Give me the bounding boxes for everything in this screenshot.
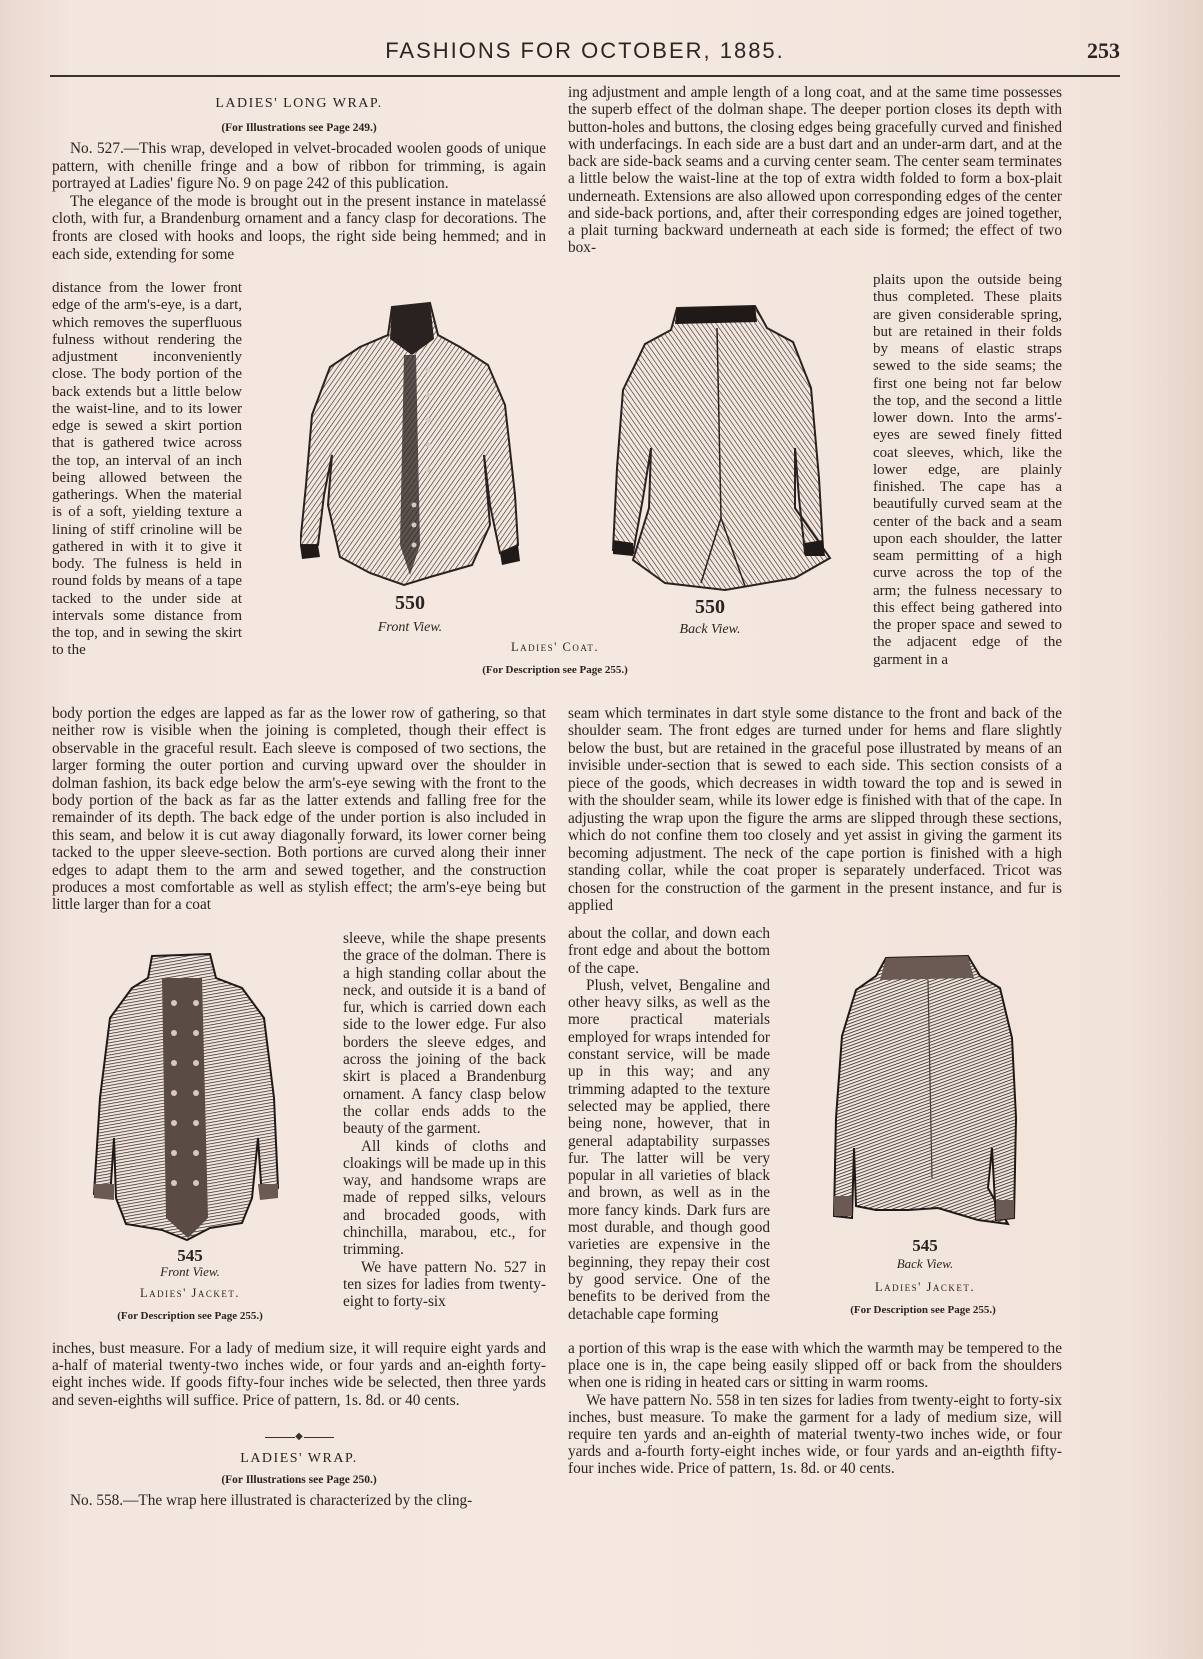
coat-550-front-illustration [300,295,530,590]
long-wrap-mid-column [343,930,546,1311]
wrap-558-right-narrow: plaits upon the outside being thus completed. These plaits are given considerable spring, but are retained in their folds by means of elastic straps sewed to the side seams; the first one being not far below the top, and the second a little lower down. Into the arms'-eyes are sewed finely fitted coat sleeves, which, like the lower edge, are plainly finished. The cape has a beautifully curved seam at the center of the back and a seam upon each shoulder, the latter seam permitting of a high curve across the top of the arm; the fulness necessary to this effect being gathered into the proper space and sewed to the adjacent edge of the garment in a [873,272,1062,668]
coat-550-back-view: Back View. [679,622,741,637]
coat-550-name: Ladies' Coat. [511,640,599,654]
divider-right [304,1437,334,1438]
jacket-545-back-number: 545 [912,1236,938,1255]
wrap-558-right-narrow3-text: Plush, velvet, Bengaline and other heavy silks, as well as the more practical materials employed for wraps intended for constant service, will be made up in this way; and any trimming adapted to the texture selected may be applied, there being none, however, that in general adaptability surpasses fur. The latter will be very popular in all varieties of black and brown, as well as in the more fancy kinds. Dark furs are most durable, and though good varieties are expensive in the beginning, they repay their cost by good service. One of the benefits to be derived from the detachable cape forming [568,976,770,1323]
header-rule [50,75,1120,77]
long-wrap-intro [52,140,546,263]
page-number: 253 [1087,38,1120,63]
coat-550-back-illustration [605,298,840,593]
long-wrap-para2: The elegance of the mode is brought out in the present instance in matelassé cloth, with fur, a Brandenburg ornament and a fancy clasp for decorations. The fronts are closed with hooks and loops, the right side being hemmed; and in each side, extending for some [52,192,546,263]
long-wrap-para1: No. 527.—This wrap, developed in velvet-brocaded woolen goods of unique pattern, with chenille fringe and a bow of ribbon for trimming, is again portrayed at Ladies' figure No. 9 on page 242 of this publication. [52,140,546,193]
wrap-558-right-narrow2-text: about the collar, and down each front edge and about the bottom of the cape. [568,925,770,977]
long-wrap-subheading: (For Illustrations see Page 249.) [221,122,377,134]
wrap-558-right-top: ing adjustment and ample length of a long coat, and at the same time possesses the superb effect of the dolman shape. The deeper portion closes its depth with button-holes and buttons, the closing edges being gracefully curved and finished with underfacings. In each side are a bust dart and an under-arm dart, and at the back are side-back seams and a curving center seam. The center seam terminates a little below the waist-line at the top of extra width folded to form a box-plait underneath. Extensions are also allowed upon corresponding edges of the center and side-back portions, and, after their corresponding edges are joined together, a plait turning backward underneath at each side is formed; the effect of two box- [568,84,1062,257]
long-wrap-para4: inches, bust measure. For a lady of medium size, it will require eight yards and a-half of material twenty-two inches wide, or four yards and an-eighth forty-eight inches wide. If goods fifty-four inches wide be selected, then three yards and seven-eighths will suffice. Price of pattern, 1s. 8d. or 40 cents. [52,1340,546,1409]
jacket-545-back-view: Back View. [896,1256,954,1271]
running-title: FASHIONS FOR OCTOBER, 1885. [385,38,785,63]
coat-550-ref: (For Description see Page 255.) [482,664,628,676]
coat-550-front-view: Front View. [377,620,443,635]
long-wrap-heading: LADIES' LONG WRAP. [215,96,383,111]
page-header [50,34,1120,74]
wrap-558-right-bottom [568,1340,1062,1478]
jacket-545-back-illustration [828,948,1020,1233]
divider-left [265,1437,295,1438]
long-wrap-narrow-column: distance from the lower front edge of the arm's-eye, is a dart, which removes the superfluous fulness without rendering the adjustment inconveniently close. The body portion of the back extends but a little below the waist-line, and to its lower edge is sewed a skirt portion that is gathered twice across the top, an interval of an inch being allowed between the gatherings. When the material is of a soft, yielding texture a lining of stiff crinoline will be gathered in with it to give it body. The fulness is held in round folds by means of a tape tacked to the under side at intervals some distance from the top, and in sewing the skirt to the [52,280,242,659]
long-wrap-mid-para2: All kinds of cloths and cloakings will be made up in this way, and handsome wraps are made of repped silks, velours and brocaded goods, with chinchilla, marabou, etc., for trimming. [343,1137,546,1259]
wrap-558-right-bottom2-text: We have pattern No. 558 in ten sizes for ladies from twenty-eight to forty-six inches, bust measure. To make the garment for a lady of medium size, will require ten yards and an-eighth of material twenty-two inches wide, or four yards and a-fourth forty-eight inches wide, or four yards and an-eigthth fifty-four inches wide. Price of pattern, 1s. 8d. or 40 cents. [568,1391,1062,1478]
wrap-558-right-bottom-text: a portion of this wrap is the ease with which the warmth may be tempered to the place one is in, the cape being easily slipped off or back from the shoulders when one is riding in heated cars or sitting in warm rooms. [568,1340,1062,1392]
jacket-545-back-name: Ladies' Jacket. [875,1280,975,1294]
jacket-545-front-number: 545 [177,1246,203,1265]
wrap-558-subheading: (For Illustrations see Page 250.) [221,1474,377,1486]
divider-ornament: ◆ [295,1431,303,1442]
jacket-545-front-illustration [92,948,282,1243]
long-wrap-mid-para3: We have pattern No. 527 in ten sizes for ladies from twenty-eight to forty-six [343,1258,546,1311]
coat-550-front-number: 550 [395,592,425,614]
jacket-545-front-view: Front View. [160,1264,220,1279]
wrap-558-right-narrow2 [568,925,770,1323]
jacket-545-front-ref: (For Description see Page 255.) [117,1310,263,1322]
long-wrap-mid-para1: sleeve, while the shape presents the grace of the dolman. There is a high standing collar about the neck, and outside it is a band of fur, which is carried down each side to the lower edge. Fur also borders the sleeve edges, and across the joining of the back skirt is placed a Brandenburg ornament. A fancy clasp below the collar ends adds to the beauty of the garment. [343,930,546,1138]
wrap-558-para1 [52,1492,546,1510]
coat-550-back-number: 550 [695,596,725,618]
long-wrap-para3: body portion the edges are lapped as far as the lower row of gathering, so that neither row is visible when the joining is completed, though their effect is observable in the graceful result. Each sleeve is composed of two sections, the larger forming the outer portion and curving upward over the shoulder in dolman fashion, its back edge below the arm's-eye sewing with the front to the body portion of the back as far as the latter extends and falling free for the remainder of its depth. The back edge of the under portion is also included in this seam, and below it is cut away diagonally forward, its lower corner being tacked to the upper sleeve-section. Both portions are curved along their inner edges to adapt them to the arm and sewed together, and the construction produces a most comfortable as well as stylish effect; the arm's-eye being but little larger than for a coat [52,705,546,914]
wrap-558-right-mid: seam which terminates in dart style some distance to the front and back of the shoulder seam. The front edges are turned under for hems and flare slightly below the bust, but are retained in the graceful pose illustrated by means of an invisible under-section that is sewed to each side. This section consists of a piece of the goods, which decreases in width toward the top and is sewed in with the shoulder seam, while its lower edge is finished with that of the cape. In adjusting the wrap upon the figure the arms are slipped through these sections, which do not confine them too closely and yet assist in giving the garment its becoming adjustment. The neck of the cape portion is finished with a high standing collar, while the coat proper is separately underfaced. Tricot was chosen for the construction of the garment in the present instance, and fur is applied [568,705,1062,914]
wrap-558-heading: LADIES' WRAP. [240,1451,358,1466]
wrap-558-para1-text: No. 558.—The wrap here illustrated is characterized by the cling- [70,1492,473,1509]
jacket-545-front-name: Ladies' Jacket. [140,1286,240,1300]
jacket-545-back-ref: (For Description see Page 255.) [850,1304,996,1316]
